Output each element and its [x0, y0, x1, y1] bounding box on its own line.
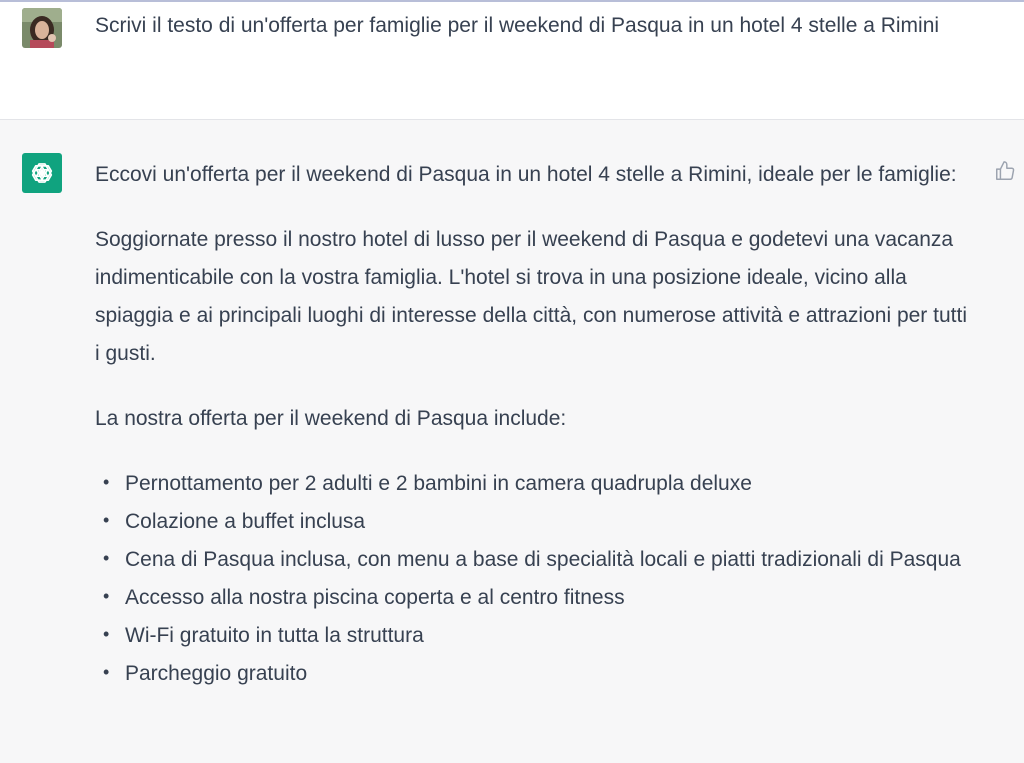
assistant-paragraph: Soggiornate presso il nostro hotel di lusso per il weekend di Pasqua e godetevi una vacanza indimenticabile con la vostra famiglia. L'hotel si trova in una posizione ideale, vicino alla spiaggia e ai principali luoghi di interesse della città, con numerose attività e attrazioni per tutti i gusti. — [95, 228, 967, 365]
list-item: • Wi-Fi gratuito in tutta la struttura — [95, 617, 975, 655]
bullet: • — [103, 624, 110, 644]
openai-logo-icon — [22, 153, 62, 193]
bullet: • — [103, 548, 110, 568]
list-item: • Parcheggio gratuito — [95, 655, 975, 693]
thumbs-up-button[interactable] — [993, 159, 1017, 183]
list-item: • Colazione a buffet inclusa — [95, 503, 975, 541]
user-message-row — [0, 2, 1024, 120]
user-avatar — [22, 8, 62, 48]
assistant-message-row — [0, 121, 1024, 763]
offer-list — [95, 465, 975, 693]
list-intro: La nostra offerta per il weekend di Pasqua include: — [95, 407, 567, 430]
assistant-message-content — [95, 156, 975, 693]
bullet: • — [103, 510, 110, 530]
thumbs-up-icon — [994, 160, 1016, 182]
bullet: • — [103, 662, 110, 682]
list-item: • Accesso alla nostra piscina coperta e al centro fitness — [95, 579, 975, 617]
bullet: • — [103, 472, 110, 492]
user-message-text: Scrivi il testo di un'offerta per famiglie per il weekend di Pasqua in un hotel 4 stelle a Rimini — [95, 14, 940, 37]
assistant-intro: Eccovi un'offerta per il weekend di Pasqua in un hotel 4 stelle a Rimini, ideale per le famiglie: — [95, 163, 957, 186]
bullet: • — [103, 586, 110, 606]
list-item: • Cena di Pasqua inclusa, con menu a base di specialità locali e piatti tradizionali di Pasqua — [95, 541, 975, 579]
list-item: • Pernottamento per 2 adulti e 2 bambini in camera quadrupla deluxe — [95, 465, 975, 503]
